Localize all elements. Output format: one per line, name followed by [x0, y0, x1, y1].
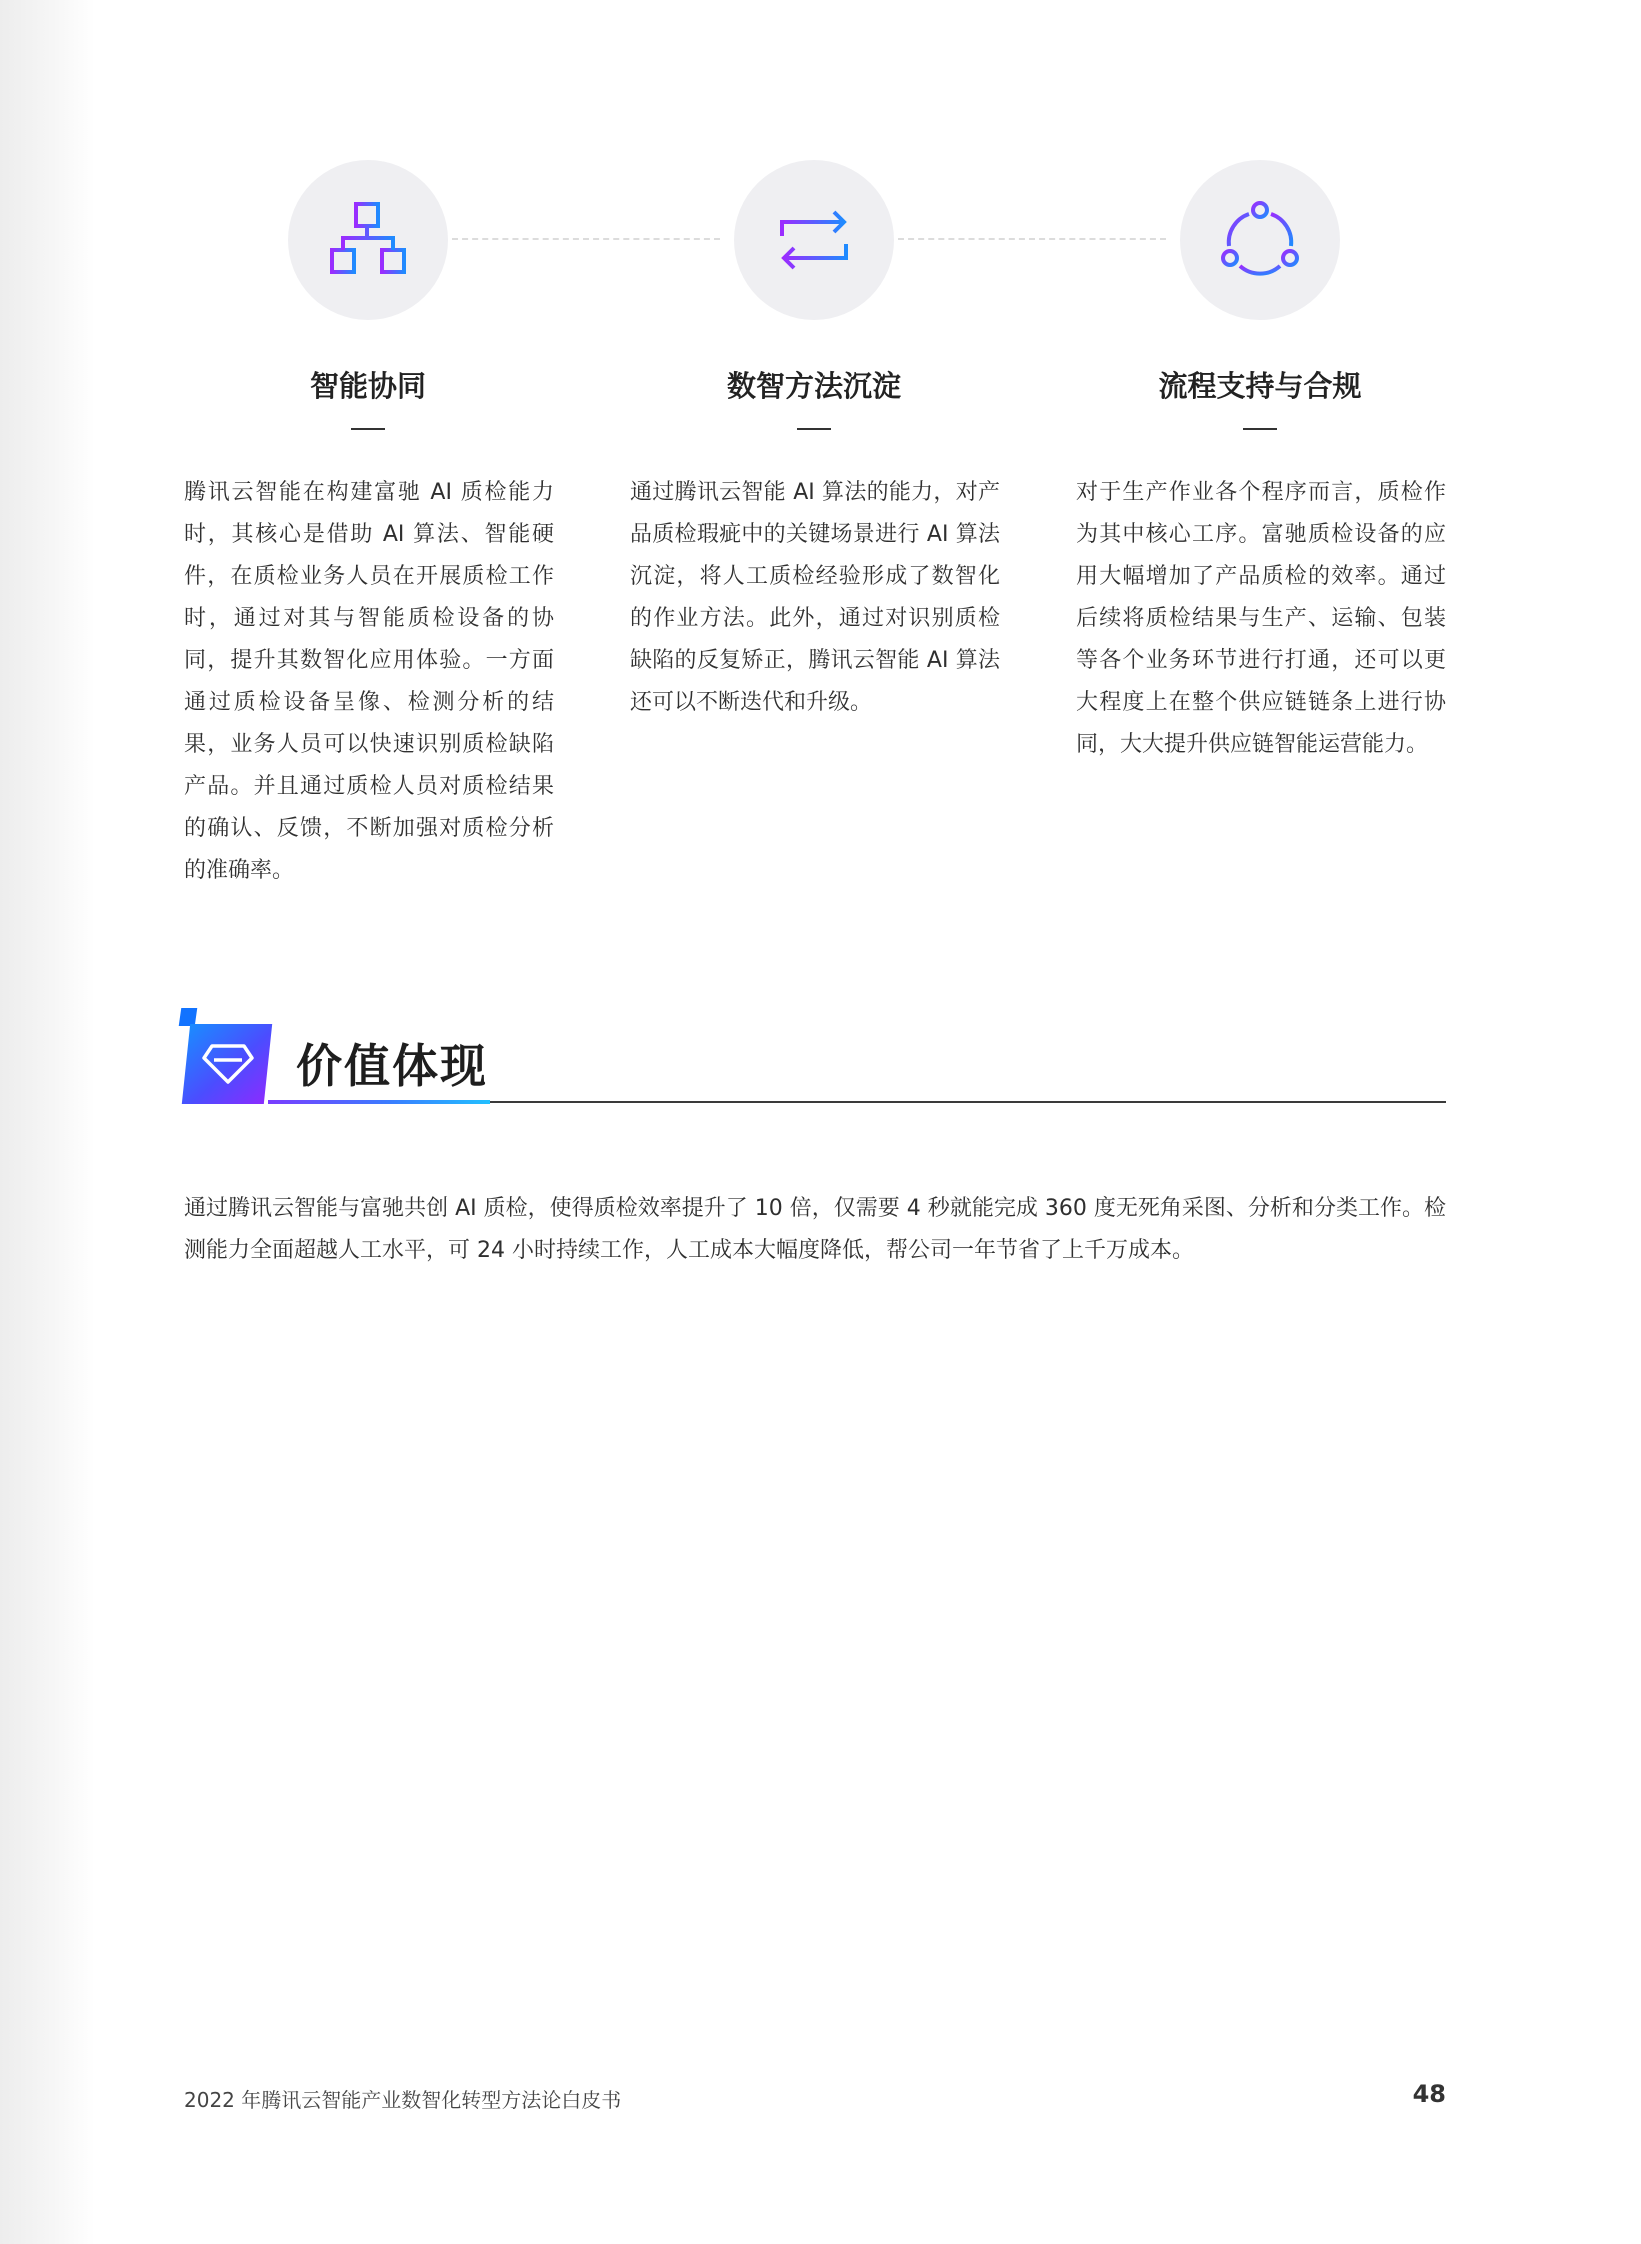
- footer-document-title: 2022 年腾讯云智能产业数智化转型方法论白皮书: [184, 2088, 622, 2112]
- feature-description: 通过腾讯云智能 AI 算法的能力，对产品质检瑕疵中的关键场景进行 AI 算法沉淀，将人工质检经验形成了数智化的作业方法。此外，通过对识别质检缺陷的反复矫正，腾讯云智能 AI 算法还可以不断迭代和升级。: [630, 480, 1000, 715]
- section-divider-accent: [268, 1100, 490, 1104]
- feature-icon-circle: [1180, 160, 1340, 320]
- feature-title: 智能协同: [309, 369, 426, 403]
- title-dash: [351, 428, 385, 430]
- cycle-nodes-icon: [1220, 200, 1300, 280]
- feature-description: 对于生产作业各个程序而言，质检作为其中核心工序。富驰质检设备的应用大幅增加了产品质检的效率。通过后续将质检结果与生产、运输、包装等各个业务环节进行打通，还可以更大程度上在整个供应链链条上进行协同，大大提升供应链智能运营能力。: [1076, 480, 1446, 757]
- section-badge: [182, 1024, 272, 1104]
- feature-title: 数智方法沉淀: [726, 369, 901, 403]
- section-title: 价值体现: [296, 1039, 488, 1093]
- exchange-arrows-icon: [774, 200, 854, 280]
- page-margin-shade: [0, 0, 95, 2244]
- connector-line: [452, 238, 720, 240]
- page-number: 48: [1412, 2080, 1446, 2108]
- section-body-text: 通过腾讯云智能与富驰共创 AI 质检，使得质检效率提升了 10 倍，仅需要 4 秒就能完成 360 度无死角采图、分析和分类工作。检测能力全面超越人工水平，可 24 小时持续工作，人工成本大幅度降低，帮公司一年节省了上千万成本。: [184, 1196, 1446, 1263]
- diamond-icon: [202, 1042, 254, 1086]
- feature-description: 腾讯云智能在构建富驰 AI 质检能力时，其核心是借助 AI 算法、智能硬件，在质检业务人员在开展质检工作时，通过对其与智能质检设备的协同，提升其数智化应用体验。一方面通过质检设备呈像、检测分析的结果，业务人员可以快速识别质检缺陷产品。并且通过质检人员对质检结果的确认、反馈，不断加强对质检分析的准确率。: [184, 480, 554, 883]
- title-dash: [797, 428, 831, 430]
- title-dash: [1243, 428, 1277, 430]
- feature-title: 流程支持与合规: [1158, 369, 1362, 403]
- section-header: [180, 1000, 1446, 1110]
- org-chart-icon: [328, 200, 408, 280]
- connector-line: [898, 238, 1166, 240]
- feature-icon-circle: [288, 160, 448, 320]
- feature-icon-circle: [734, 160, 894, 320]
